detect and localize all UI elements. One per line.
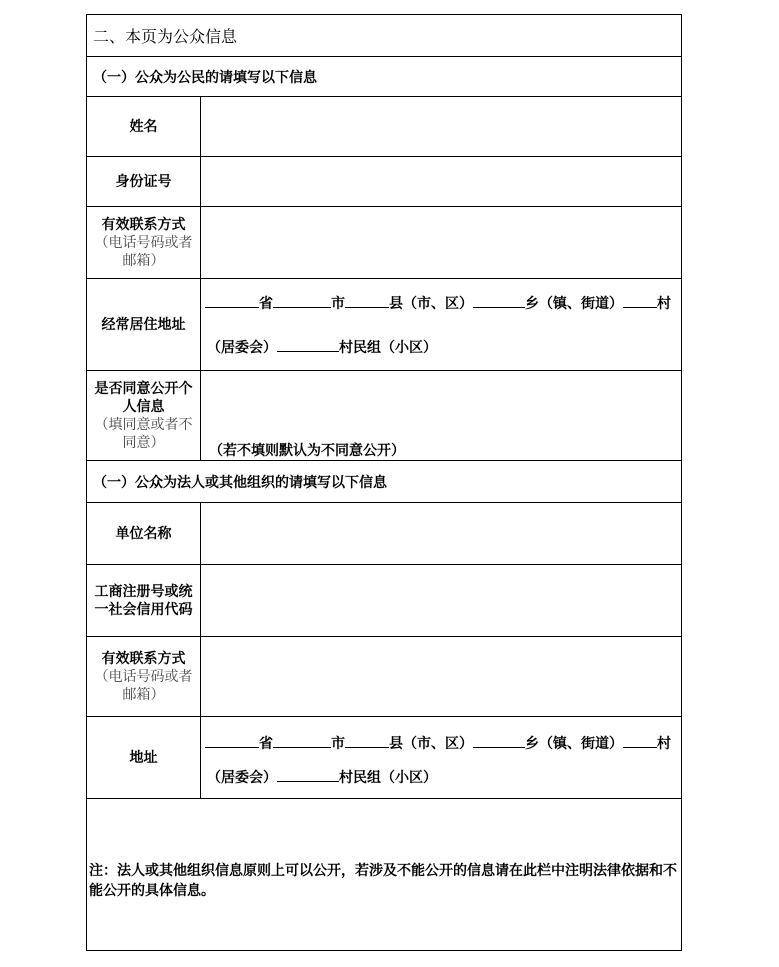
unit-name-label: 单位名称 — [87, 503, 201, 564]
org-contact-row — [87, 637, 681, 717]
contact-sub-label: （电话号码或者邮箱） — [94, 234, 193, 269]
residence-address-field[interactable] — [201, 279, 681, 370]
contact-field[interactable] — [201, 207, 681, 278]
consent-sub-label: （填同意或者不同意） — [94, 416, 193, 451]
registration-field[interactable] — [201, 565, 681, 636]
org-address-label: 地址 — [87, 717, 201, 798]
id-number-field[interactable] — [201, 157, 681, 206]
org-unit-row — [87, 503, 681, 565]
org-registration-row — [87, 565, 681, 637]
legal-note: 注：法人或其他组织信息原则上可以公开，若涉及不能公开的信息请在此栏中注明法律依据和不能公开的具体信息。 — [89, 863, 677, 899]
consent-hint: （若不填则默认为不同意公开） — [209, 443, 405, 459]
registration-label: 工商注册号或统一社会信用代码 — [87, 565, 201, 636]
section-title-row — [87, 15, 681, 57]
org-address-line-2: （居委会） 村民组（小区） — [207, 767, 681, 787]
org-address-line-1: 省 市 县（市、区） 乡（镇、街道） 村 — [205, 733, 681, 753]
citizen-id-row — [87, 157, 681, 207]
citizen-consent-row — [87, 371, 681, 461]
citizen-contact-row — [87, 207, 681, 279]
contact-label: 有效联系方式 （电话号码或者邮箱） — [87, 207, 201, 278]
consent-label: 是否同意公开个人信息 （填同意或者不同意） — [87, 371, 201, 460]
section-title: 二、本页为公众信息 — [93, 27, 238, 46]
org-heading-row — [87, 461, 681, 503]
note-row[interactable] — [87, 799, 681, 950]
residence-address-label: 经常居住地址 — [87, 279, 201, 370]
name-label: 姓名 — [87, 97, 201, 156]
citizen-name-row — [87, 97, 681, 157]
org-address-field[interactable] — [201, 717, 681, 798]
consent-field[interactable] — [201, 371, 681, 460]
org-contact-sub-label: （电话号码或者邮箱） — [94, 668, 193, 703]
org-address-row — [87, 717, 681, 799]
address-line-2: （居委会） 村民组（小区） — [207, 337, 681, 357]
address-line-1: 省 市 县（市、区） 乡（镇、街道） 村 — [205, 293, 681, 313]
public-info-form — [86, 14, 682, 951]
id-number-label: 身份证号 — [87, 157, 201, 206]
org-heading: （一）公众为法人或其他组织的请填写以下信息 — [93, 474, 387, 491]
citizen-heading: （一）公众为公民的请填写以下信息 — [93, 69, 317, 86]
unit-name-field[interactable] — [201, 503, 681, 564]
citizen-heading-row — [87, 57, 681, 97]
citizen-address-row — [87, 279, 681, 371]
org-contact-field[interactable] — [201, 637, 681, 716]
org-contact-label: 有效联系方式 （电话号码或者邮箱） — [87, 637, 201, 716]
name-field[interactable] — [201, 97, 681, 156]
